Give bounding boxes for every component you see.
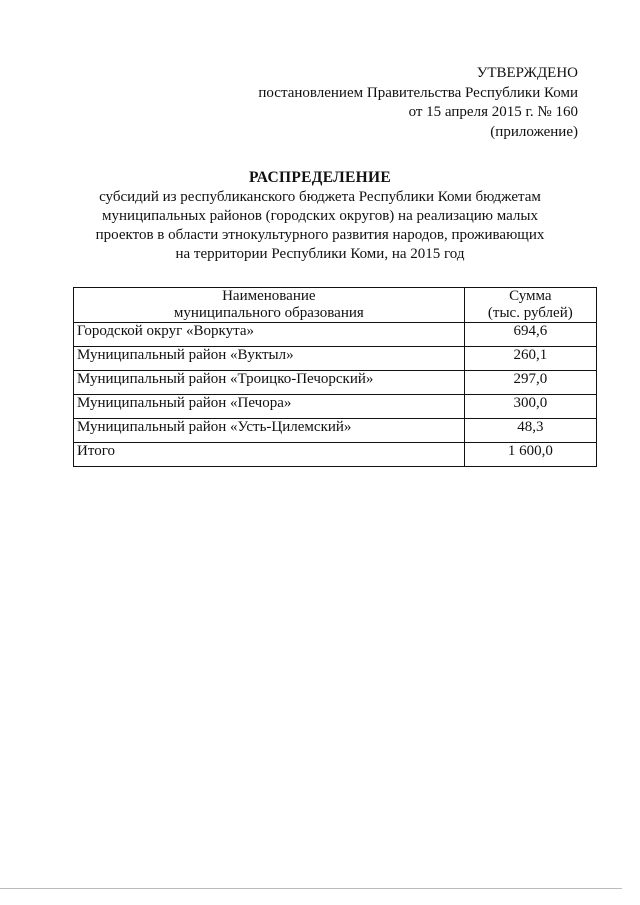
table-row (74, 419, 597, 443)
subtitle-line-3: проектов в области этнокультурного развития народов, проживающих (95, 227, 545, 243)
row-municipality-name: Муниципальный район «Вуктыл» (74, 347, 465, 371)
subtitle-line-1: субсидий из республиканского бюджета Республики Коми бюджетам (99, 189, 541, 205)
document-heading: РАСПРЕДЕЛЕНИЕ (249, 169, 391, 186)
approval-title: УТВЕРЖДЕНО (476, 65, 578, 81)
row-municipality-name: Муниципальный район «Печора» (74, 395, 465, 419)
row-sum: 694,6 (464, 323, 596, 347)
subtitle-line-2: муниципальных районов (городских округов) на реализацию малых (102, 208, 538, 224)
approval-stamp (258, 64, 578, 142)
column-header-name-line-1: Наименование (222, 288, 316, 304)
document-title (70, 168, 570, 264)
table-row (74, 395, 597, 419)
column-header-name-line-2: муниципального образования (173, 305, 364, 321)
approval-date-number: от 15 апреля 2015 г. № 160 (408, 104, 578, 120)
table-row (74, 323, 597, 347)
row-municipality-name: Муниципальный район «Усть-Цилемский» (74, 419, 465, 443)
row-sum: 48,3 (464, 419, 596, 443)
column-header-sum-line-2: (тыс. рублей) (487, 305, 573, 321)
subtitle-line-4: на территории Республики Коми, на 2015 год (175, 246, 465, 262)
row-municipality-name: Муниципальный район «Троицко-Печорский» (74, 371, 465, 395)
row-sum: 297,0 (464, 371, 596, 395)
page-bottom-divider (0, 888, 622, 889)
row-municipality-name: Городской округ «Воркута» (74, 323, 465, 347)
table-header-row (74, 288, 597, 323)
table-total-row (74, 443, 597, 467)
column-header-sum-line-1: Сумма (509, 288, 552, 304)
table-row (74, 347, 597, 371)
approval-resolution: постановлением Правительства Республики Коми (258, 84, 578, 101)
row-sum: 300,0 (464, 395, 596, 419)
column-header-sum (464, 288, 596, 323)
distribution-table (73, 287, 597, 467)
approval-appendix: (приложение) (490, 123, 578, 140)
total-label: Итого (74, 443, 465, 467)
total-sum: 1 600,0 (464, 443, 596, 467)
row-sum: 260,1 (464, 347, 596, 371)
table-row (74, 371, 597, 395)
column-header-name (74, 288, 465, 323)
